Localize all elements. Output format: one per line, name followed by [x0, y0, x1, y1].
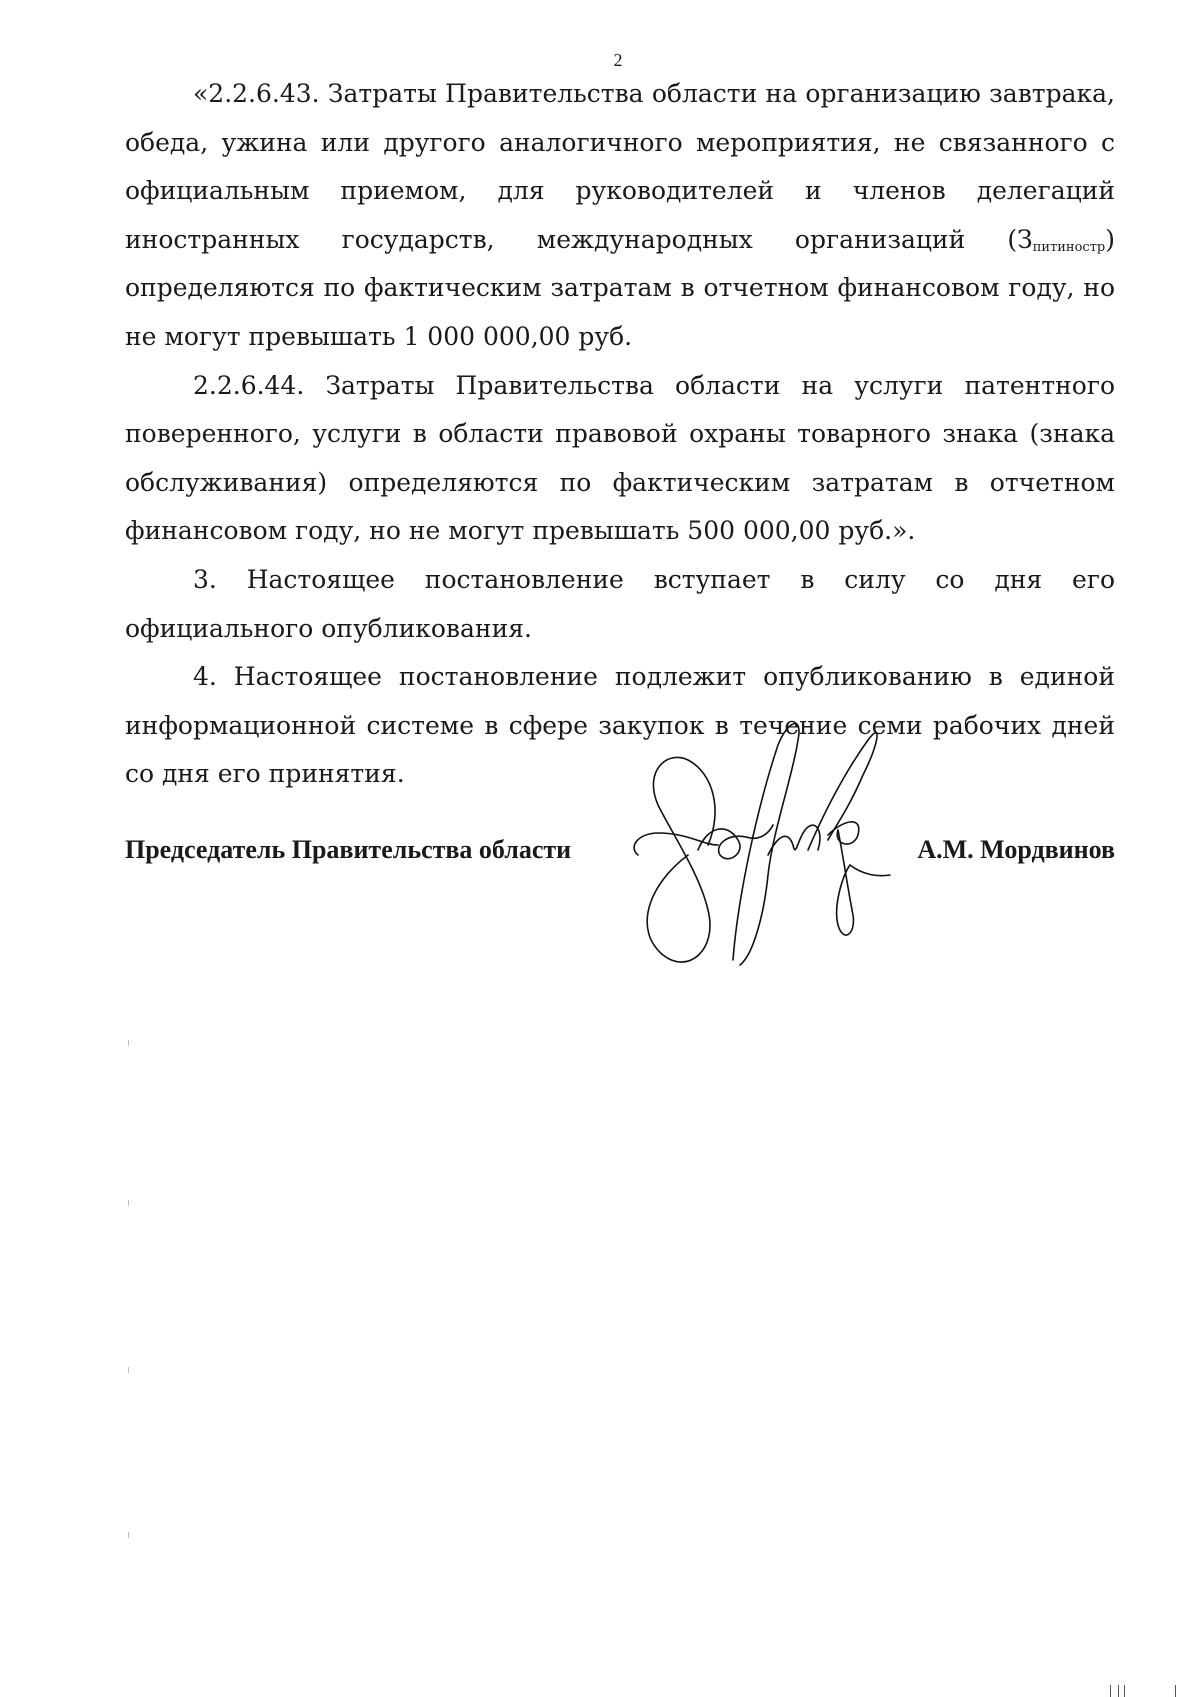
signatory-name: А.М. Мордвинов [917, 835, 1115, 864]
paragraph-4: 4. Настоящее постановление подлежит опубликованию в единой информационной системе в сфере закупок в течение семи рабочих дней со дня его принятия. [125, 662, 1115, 789]
signature-block [125, 835, 1115, 875]
handwritten-signature [628, 715, 898, 970]
paragraph-2-2-6-44: 2.2.6.44. Затраты Правительства области на услуги патентного поверенного, услуги в области правовой охраны товарного знака (знака обслуживания) определяются по фактическим затратам в отчетном финансовом году, но не могут превышать 500 000,00 руб.». [125, 370, 1115, 546]
scan-edge-marks [1080, 1683, 1180, 1697]
page-number: 2 [613, 50, 623, 70]
paragraph-text: ) определяются по фактическим затратам в отчетном финансовом году, но не могут превышать 1 000 000,00 руб. [125, 224, 1115, 351]
document-body [125, 70, 1115, 799]
scan-artifact [128, 1040, 129, 1046]
paragraph-text: «2.2.6.43. Затраты Правительства области на организацию завтрака, обеда, ужина или другого аналогичного мероприятия, не связанного с официальным приемом, для руководителей и членов делегаций иностранных государств, международных организаций (З [125, 79, 1115, 254]
paragraph-2-2-6-43 [125, 70, 1115, 362]
paragraph-3: 3. Настоящее постановление вступает в силу со дня его официального опубликования. [125, 564, 1115, 643]
scan-artifact [128, 1532, 129, 1538]
scan-artifact [128, 1200, 129, 1206]
signatory-position: Председатель Правительства области [125, 835, 572, 864]
scan-artifact [128, 1367, 129, 1373]
subscript-index: питиностр [1032, 239, 1106, 255]
